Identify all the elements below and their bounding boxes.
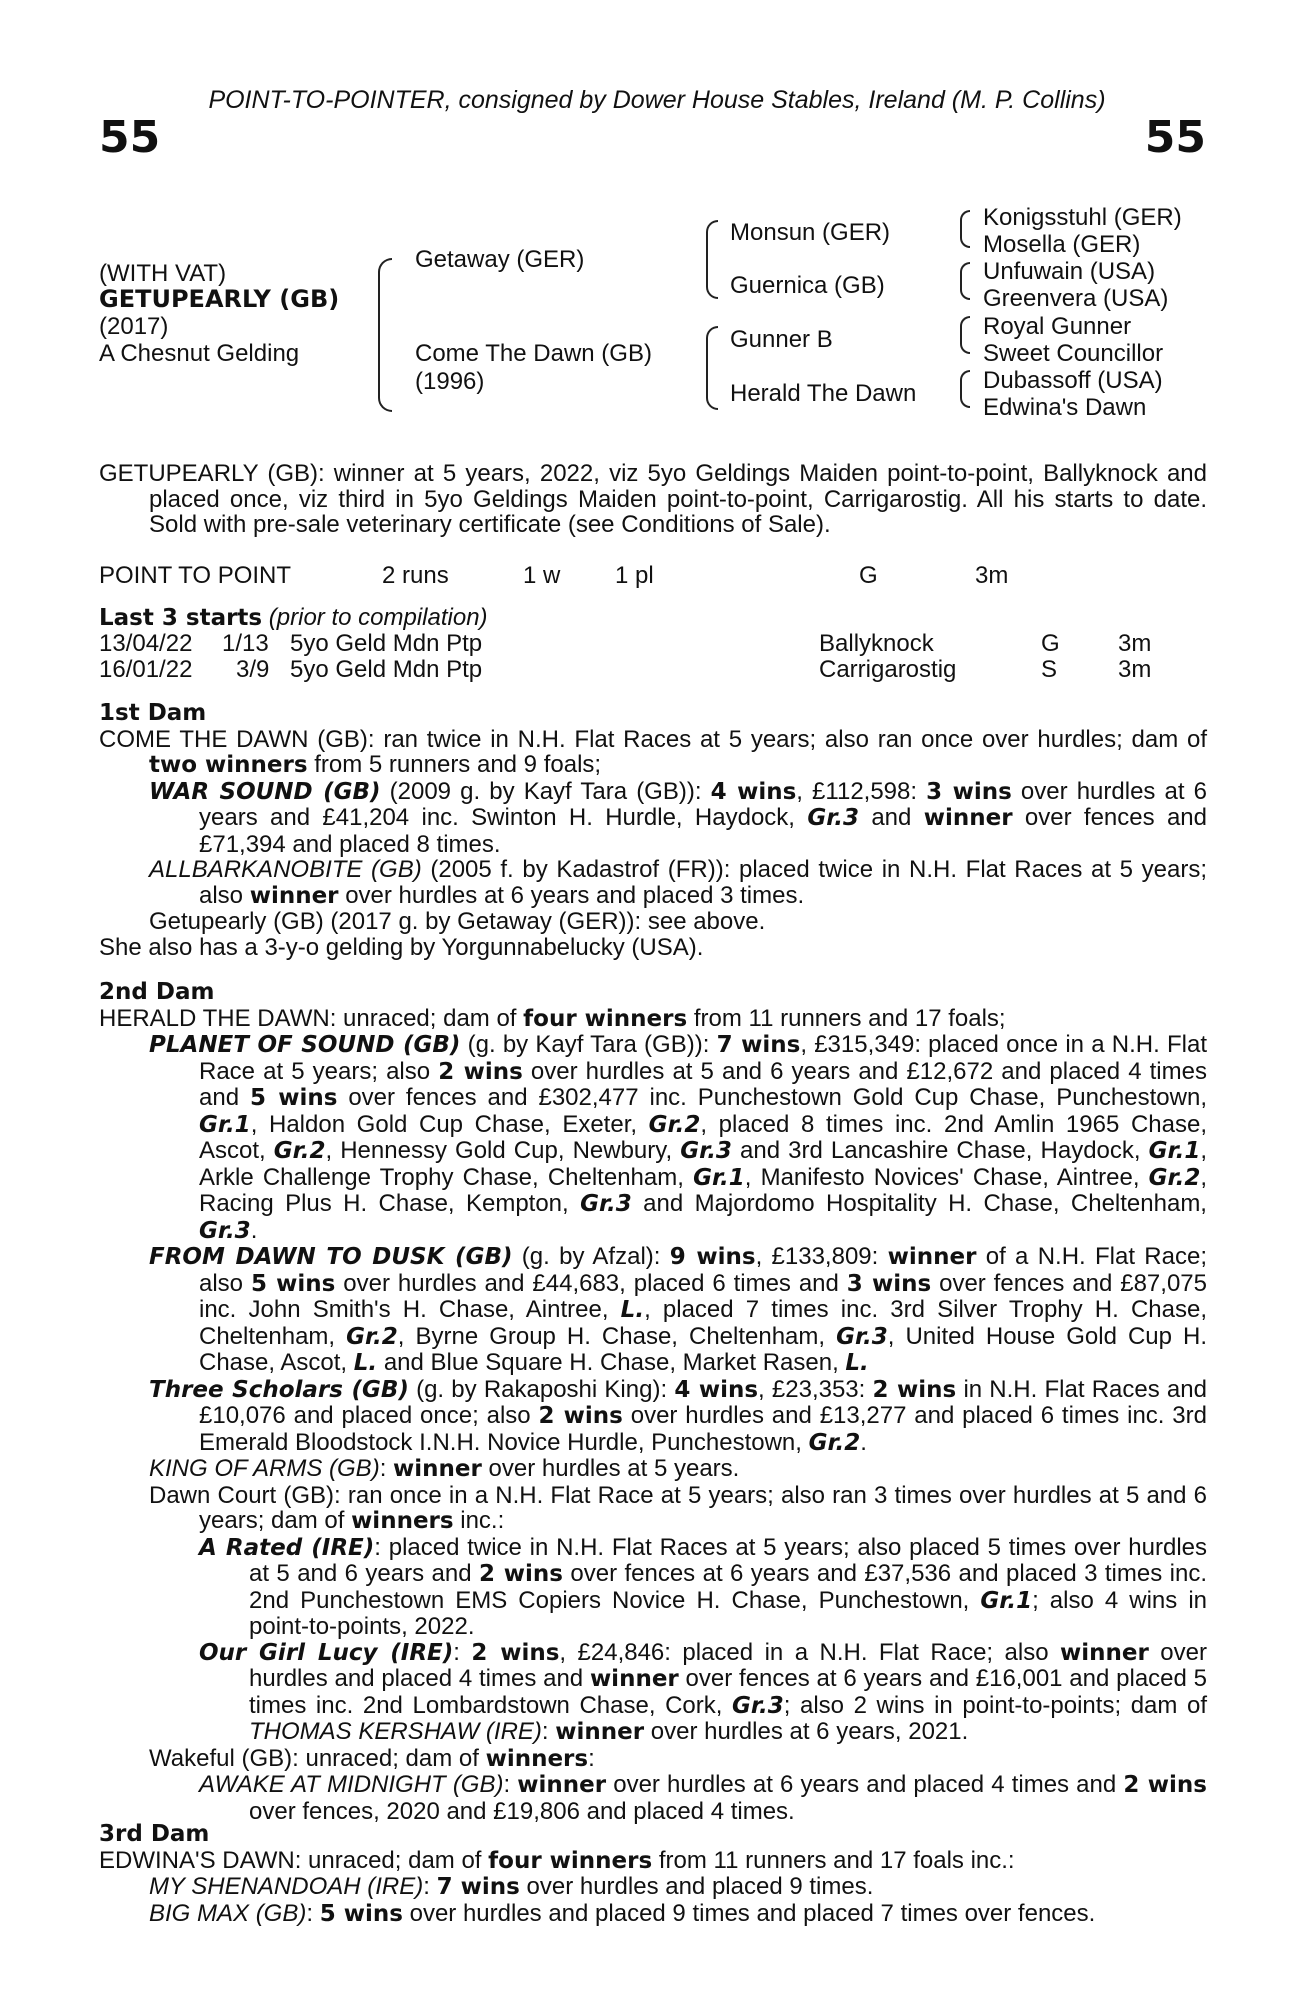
produce-a-rated: A Rated (IRE): placed twice in N.H. Flat Races at 5 years; also placed 5 times over hurdles at 5 and 6 years and 2 wins over fences at 6 years and £37,536 and placed 3 times inc. 2nd Punchestown EMS Copiers Novice H. Chase, Punchestown, Gr.1; also 4 wins in point-to-points, 2022. bbox=[199, 1533, 1207, 1640]
brace-ss bbox=[960, 210, 970, 248]
last-starts-title: Last 3 starts bbox=[99, 605, 263, 631]
dam-dam: Herald The Dawn bbox=[730, 380, 917, 407]
ssd: Mosella (GER) bbox=[983, 231, 1141, 258]
lot-number-right: 55 bbox=[1144, 112, 1206, 163]
sdd: Greenvera (USA) bbox=[983, 285, 1169, 312]
produce-dawn-court: Dawn Court (GB): ran once in a N.H. Flat Race at 5 years; also ran 3 times over hurdles at 5 and 6 years; dam of winners inc.: bbox=[149, 1481, 1207, 1534]
record-placed: 1 pl bbox=[615, 562, 654, 589]
start-going: S bbox=[1041, 656, 1058, 683]
produce-big-max: BIG MAX (GB): 5 wins over hurdles and placed 9 times and placed 7 times over fences. bbox=[149, 1899, 1096, 1927]
produce-planet-of-sound: PLANET OF SOUND (GB) (g. by Kayf Tara (GB)): 7 wins, £315,349: placed once in a N.H. Flat Race at 5 years; also 2 wins over hurdles at 5 and 6 years and £12,672 and placed 4 times and 5 wins over fences and £302,477 inc. Punchestown Gold Cup Chase, Punchestown, Gr.1, Haldon Gold Cup Chase, Exeter, Gr.2, placed 8 times inc. 2nd Amlin 1965 Chase, Ascot, Gr.2, Hennessy Gold Cup, Newbury, Gr.3 and 3rd Lancashire Chase, Haydock, Gr.1, Arkle Challenge Trophy Chase, Cheltenham, Gr.1, Manifesto Novices' Chase, Aintree, Gr.2, Racing Plus H. Chase, Kempton, Gr.3 and Majordomo Hospitality H. Chase, Cheltenham, Gr.3. bbox=[149, 1031, 1208, 1244]
produce-my-shenandoah: MY SHENANDOAH (IRE): 7 wins over hurdles and placed 9 times. bbox=[149, 1873, 874, 1900]
horse-description: A Chesnut Gelding bbox=[99, 340, 300, 367]
produce-our-girl-lucy: Our Girl Lucy (IRE): 2 wins, £24,846: placed in a N.H. Flat Race; also winner over hurdles and placed 4 times and winner over fences at 6 years and £16,001 and placed 5 times inc. 2nd Lombardstown Chase, Cork, Gr.3; also 2 wins in point-to-points; dam of THOMAS KERSHAW (IRE): winner over hurdles at 6 years, 2021. bbox=[199, 1638, 1207, 1745]
dam-intro: EDWINA'S DAWN: unraced; dam of four winners from 11 runners and 17 foals inc.: bbox=[99, 1846, 1015, 1874]
record-going: G bbox=[859, 562, 878, 589]
dam-intro: COME THE DAWN (GB): ran twice in N.H. Flat Races at 5 years; also ran once over hurdles; dam of two winners from 5 runners and 9 foals; bbox=[99, 725, 1207, 778]
dam-brace bbox=[706, 326, 718, 410]
dam: Come The Dawn (GB) bbox=[415, 340, 652, 367]
start-course: Carrigarostig bbox=[819, 656, 957, 683]
sire-dam: Guernica (GB) bbox=[730, 272, 885, 299]
first-dam-section bbox=[99, 701, 1207, 960]
record-label: POINT TO POINT bbox=[99, 562, 292, 589]
produce-king-of-arms: KING OF ARMS (GB): winner over hurdles at 5 years. bbox=[149, 1455, 740, 1482]
dss: Royal Gunner bbox=[983, 313, 1132, 340]
sss: Konigsstuhl (GER) bbox=[983, 204, 1182, 231]
vat-label: (WITH VAT) bbox=[99, 260, 227, 287]
third-dam-section bbox=[99, 1822, 1207, 1927]
start-distance: 3m bbox=[1118, 656, 1152, 683]
produce-note: She also has a 3-y-o gelding by Yorgunnabelucky (USA). bbox=[99, 933, 704, 961]
summary-text: GETUPEARLY (GB): winner at 5 years, 2022, viz 5yo Geldings Maiden point-to-point, Ballyknock and placed once, viz third in 5yo Geldings Maiden point-to-point, Carrigarostig. All his starts to date. Sold with pre-sale veterinary certificate (see Conditions of Sale). bbox=[99, 460, 1207, 538]
start-going: G bbox=[1041, 630, 1060, 657]
produce-allbarkanobite: ALLBARKANOBITE (GB) (2005 f. by Kadastrof (FR)): placed twice in N.H. Flat Races at 5 years; also winner over hurdles at 6 years and placed 3 times. bbox=[149, 856, 1207, 909]
horse-name: GETUPEARLY (GB) bbox=[99, 285, 340, 313]
produce-from-dawn-to-dusk: FROM DAWN TO DUSK (GB) (g. by Afzal): 9 wins, £133,809: winner of a N.H. Flat Race; also 5 wins over hurdles and £44,683, placed 6 times and 3 wins over fences and £87,075 inc. John Smith's H. Chase, Aintree, L., placed 7 times inc. 3rd Silver Trophy H. Chase, Cheltenham, Gr.2, Byrne Group H. Chase, Cheltenham, Gr.3, United House Gold Cup H. Chase, Ascot, L. and Blue Square H. Chase, Market Rasen, L. bbox=[149, 1243, 1208, 1376]
catalogue-header: POINT-TO-POINTER, consigned by Dower House Stables, Ireland (M. P. Collins) bbox=[208, 86, 1106, 114]
sire-brace bbox=[706, 220, 718, 299]
sire: Getaway (GER) bbox=[415, 246, 585, 273]
sds: Unfuwain (USA) bbox=[983, 258, 1156, 285]
section-heading: 2nd Dam bbox=[99, 979, 215, 1005]
start-race: 5yo Geld Mdn Ptp bbox=[290, 656, 483, 683]
start-position: 1/13 bbox=[222, 630, 269, 657]
ddd: Edwina's Dawn bbox=[983, 394, 1147, 421]
start-distance: 3m bbox=[1118, 630, 1152, 657]
produce-three-scholars: Three Scholars (GB) (g. by Rakaposhi King): 4 wins, £23,353: 2 wins in N.H. Flat Races and £10,076 and placed once; also 2 wins over hurdles and £13,277 and placed 6 times inc. 3rd Emerald Bloodstock I.N.H. Novice Hurdle, Punchestown, Gr.2. bbox=[149, 1375, 1207, 1456]
dam-intro: HERALD THE DAWN: unraced; dam of four winners from 11 runners and 17 foals; bbox=[99, 1004, 1006, 1032]
last-starts-note: (prior to compilation) bbox=[268, 604, 488, 631]
brace-ds bbox=[960, 316, 970, 354]
brace-sd bbox=[960, 262, 970, 300]
record-wins: 1 w bbox=[523, 562, 561, 589]
start-date: 16/01/22 bbox=[99, 656, 193, 683]
produce-getupearly: Getupearly (GB) (2017 g. by Getaway (GER)): see above. bbox=[149, 908, 766, 935]
start-date: 13/04/22 bbox=[99, 630, 193, 657]
brace-dd bbox=[960, 370, 970, 408]
second-dam-section bbox=[99, 980, 1207, 1824]
produce-wakeful: Wakeful (GB): unraced; dam of winners: bbox=[149, 1744, 595, 1772]
record-distance: 3m bbox=[975, 562, 1009, 589]
start-course: Ballyknock bbox=[819, 630, 934, 657]
section-heading: 1st Dam bbox=[99, 700, 207, 726]
start-position: 3/9 bbox=[236, 656, 270, 683]
record-runs: 2 runs bbox=[382, 562, 449, 589]
produce-war-sound: WAR SOUND (GB) (2009 g. by Kayf Tara (GB)): 4 wins, £112,598: 3 wins over hurdles at 6 years and £41,204 inc. Swinton H. Hurdle, Haydock, Gr.3 and winner over fences and £71,394 and placed 8 times. bbox=[149, 777, 1207, 858]
dam-year: (1996) bbox=[415, 368, 485, 395]
pedigree-brace bbox=[378, 258, 392, 412]
lot-number-left: 55 bbox=[99, 112, 161, 163]
horse-year: (2017) bbox=[99, 313, 169, 340]
dds: Dubassoff (USA) bbox=[983, 367, 1163, 394]
dsd: Sweet Councillor bbox=[983, 340, 1164, 367]
dam-sire: Gunner B bbox=[730, 326, 833, 353]
sire-sire: Monsun (GER) bbox=[730, 219, 891, 246]
summary-block bbox=[99, 461, 1207, 538]
produce-awake-at-midnight: AWAKE AT MIDNIGHT (GB): winner over hurdles at 6 years and placed 4 times and 2 wins over fences, 2020 and £19,806 and placed 4 times. bbox=[199, 1771, 1207, 1825]
start-race: 5yo Geld Mdn Ptp bbox=[290, 630, 483, 657]
section-heading: 3rd Dam bbox=[99, 1821, 210, 1847]
